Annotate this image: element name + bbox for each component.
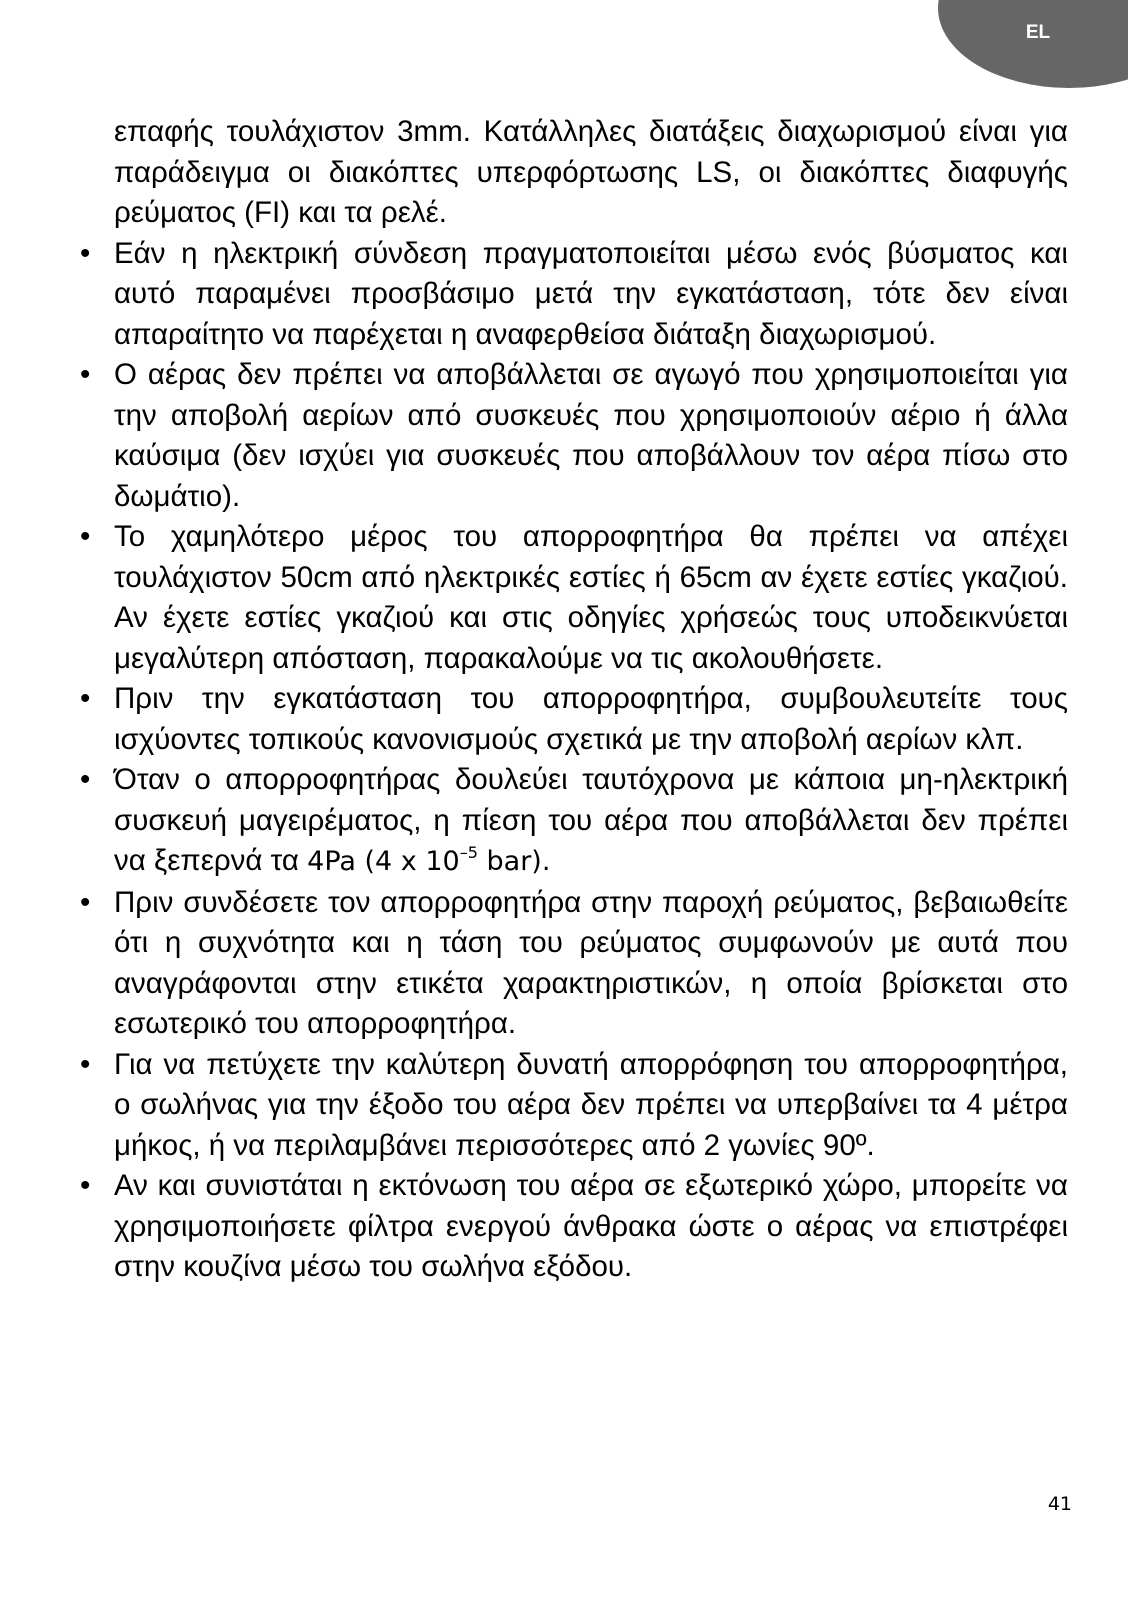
list-item — [80, 883, 1068, 1045]
list-item — [80, 1045, 1068, 1167]
bullet-icon: • — [80, 1047, 91, 1081]
list-item-text: Αν και συνιστάται η εκτόνωση του αέρα σε εξωτερικό χώρο, μπορείτε να χρησιμοποιήσετε φίλτρα ενεργού άνθρακα ώστε ο αέρας να επιστρέφει στην κουζίνα μέσω του σωλήνα εξόδου. — [114, 1169, 1068, 1283]
list-item-text: Το χαμηλότερο μέρος του απορροφητήρα θα πρέπει να απέχει τουλάχιστον 50cm από ηλεκτρικές εστίες ή 65cm αν έχετε εστίες γκαζιού. Αν έχετε εστίες γκαζιού και στις οδηγίες χρήσεώς τους υποδεικνύεται μεγαλύτερη απόσταση, παρακαλούμε να τις ακολουθήσετε. — [114, 520, 1068, 675]
language-tab — [938, 0, 1128, 88]
list-item — [80, 1166, 1068, 1288]
bullet-icon: • — [80, 358, 91, 391]
continuation-paragraph: επαφής τουλάχιστον 3mm. Κατάλληλες διατάξεις διαχωρισμού είναι για παράδειγμα οι διακόπτες υπερφόρτωσης LS, οι διακόπτες διαφυγής ρεύματος (FI) και τα ρελέ. — [114, 115, 1068, 229]
list-item-text: Εάν η ηλεκτρική σύνδεση πραγματοποιείται μέσω ενός βύσματος και αυτό παραμένει προσβάσιμο μετά την εγκατάσταση, τότε δεν είναι απαραίτητο να παρέχεται η αναφερθείσα διάταξη διαχωρισμού. — [114, 236, 1068, 351]
list-item-pressure — [80, 760, 1068, 883]
pressure-value — [307, 843, 551, 877]
page-body — [80, 112, 1068, 1288]
pressure-unit: bar). — [477, 846, 551, 877]
page-number: 41 — [1047, 1493, 1072, 1515]
list-item-text: Ο αέρας δεν πρέπει να αποβάλλεται σε αγωγό που χρησιμοποιείται για την αποβολή αερίων από συσκευές που χρησιμοποιούν αέριο ή άλλα καύσιμα (δεν ισχύει για συσκευές που αποβάλλουν τον αέρα πίσω στο δωμάτιο). — [114, 358, 1068, 513]
list-item-text: Όταν ο απορροφητήρας δουλεύει ταυτόχρονα με κάποια μη-ηλεκτρική συσκευή μαγειρέματος, η πίεση του αέρα που αποβάλλεται δεν πρέπει να ξεπερνά τα — [114, 763, 1068, 877]
bullet-icon: • — [80, 236, 91, 270]
bullet-icon: • — [80, 885, 91, 919]
list-item — [80, 355, 1068, 517]
pressure-value-base: 4Pa (4 x 10 — [307, 846, 460, 877]
bullet-icon: • — [80, 682, 91, 715]
language-label: EL — [1025, 22, 1051, 43]
list-item — [80, 234, 1068, 356]
list-item-text: Πριν συνδέσετε τον απορροφητήρα στην παροχή ρεύματος, βεβαιωθείτε ότι η συχνότητα και η τάση του ρεύματος συμφωνούν με αυτά που αναγράφονται στην ετικέτα χαρακτηριστικών, η οποία βρίσκεται στο εσωτερικό του απορροφητήρα. — [114, 885, 1068, 1040]
list-item — [80, 679, 1068, 760]
pressure-exponent: –5 — [459, 843, 478, 862]
list-item-text: Για να πετύχετε την καλύτερη δυνατή απορρόφηση του απορροφητήρα, ο σωλήνας για την έξοδο του αέρα δεν πρέπει να υπερβαίνει τα 4 μέτρα μήκος, ή να περιλαμβάνει περισσότερες από 2 γωνίες 90º. — [114, 1047, 1068, 1162]
bullet-icon: • — [80, 763, 91, 796]
list-item-text: Πριν την εγκατάσταση του απορροφητήρα, συμβουλευτείτε τους ισχύοντες τοπικούς κανονισμούς σχετικά με την αποβολή αερίων κλπ. — [114, 682, 1068, 756]
bullet-icon: • — [80, 1169, 91, 1202]
bullet-icon: • — [80, 520, 91, 553]
list-item — [80, 517, 1068, 679]
